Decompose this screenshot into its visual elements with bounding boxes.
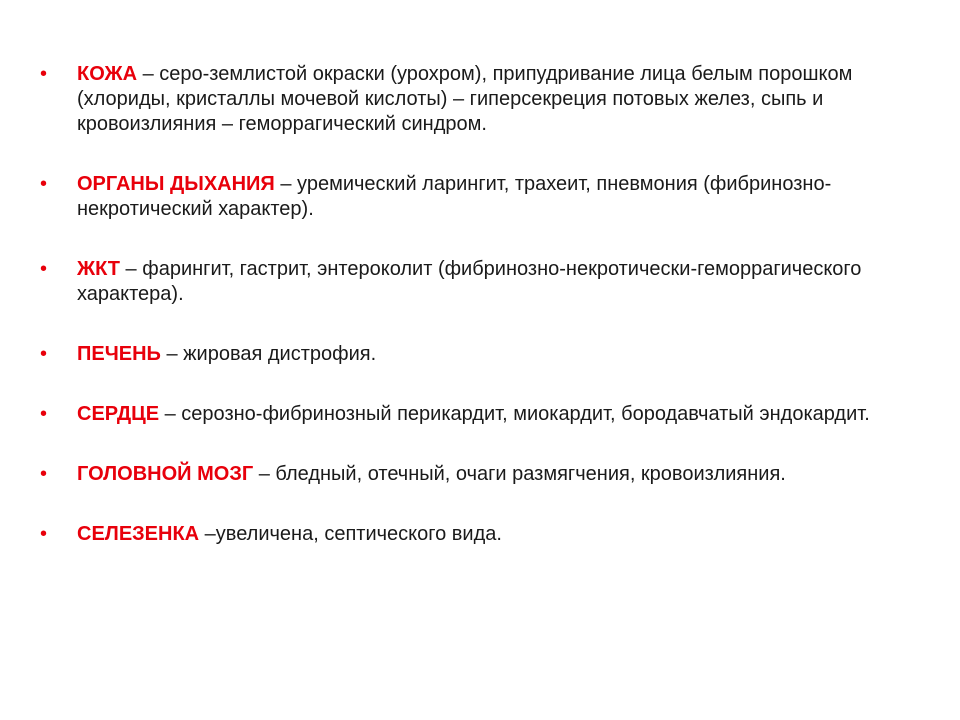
term-label: ОРГАНЫ ДЫХАНИЯ (77, 173, 275, 195)
bullet-item-heart (40, 402, 920, 427)
bullet-list (40, 62, 920, 582)
bullet-icon: • (40, 63, 48, 85)
bullet-icon: • (40, 403, 48, 425)
bullet-icon: • (40, 258, 48, 280)
term-description: – серозно-фибринозный перикардит, миокардит, бородавчатый эндокардит. (159, 403, 870, 425)
bullet-icon: • (40, 173, 48, 195)
term-label: КОЖА (77, 63, 138, 85)
bullet-icon: • (40, 523, 48, 545)
term-description: – уремический ларингит, трахеит, пневмония (фибринозно-некротический характер). (77, 173, 832, 220)
term-description: –увеличена, септического вида. (199, 523, 502, 545)
term-label: ГОЛОВНОЙ МОЗГ (77, 463, 254, 485)
bullet-item-brain (40, 462, 920, 487)
bullet-icon: • (40, 343, 48, 365)
term-description: – бледный, отечный, очаги размягчения, кровоизлияния. (253, 463, 786, 485)
term-label: СЕЛЕЗЕНКА (77, 523, 200, 545)
bullet-icon: • (40, 463, 48, 485)
term-label: ЖКТ (77, 258, 120, 280)
term-description: – фарингит, гастрит, энтероколит (фибринозно-некротически-геморрагического характера). (77, 258, 862, 305)
bullet-item-respiratory (40, 172, 920, 222)
term-description: – жировая дистрофия. (160, 343, 377, 365)
term-description: – серо-землистой окраски (урохром), припудривание лица белым порошком (хлориды, кристаллы мочевой кислоты) – гиперсекреция потовых желез, сыпь и кровоизлияния – геморрагический синдром. (77, 63, 853, 135)
bullet-item-gi-tract (40, 257, 920, 307)
term-label: ПЕЧЕНЬ (77, 343, 161, 365)
bullet-item-liver (40, 342, 920, 367)
bullet-item-skin (40, 62, 920, 137)
term-label: СЕРДЦЕ (77, 403, 160, 425)
bullet-item-spleen (40, 522, 920, 547)
